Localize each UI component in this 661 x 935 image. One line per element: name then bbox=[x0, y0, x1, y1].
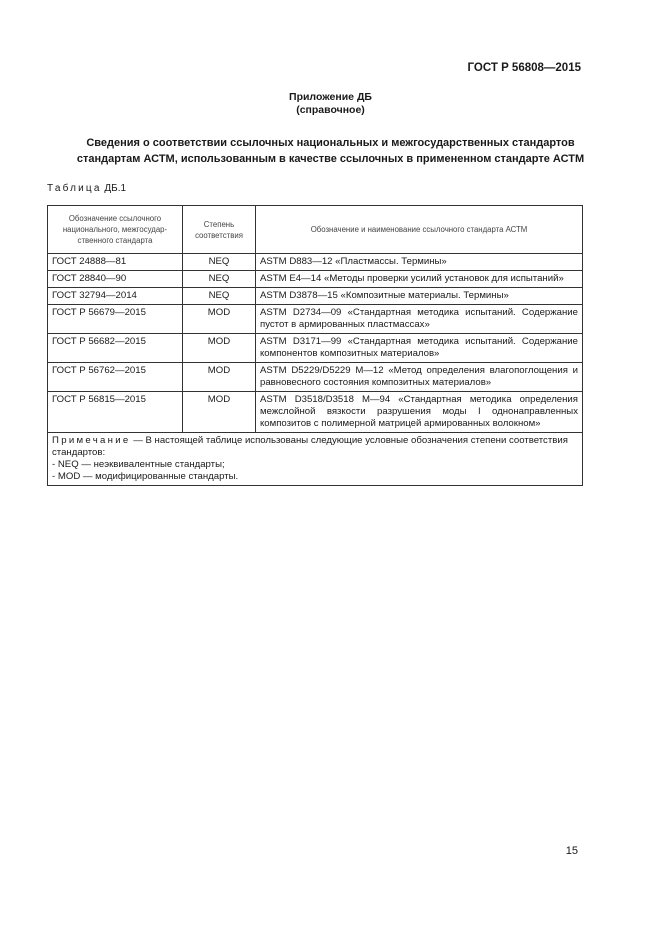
appendix-subtitle: (справочное) bbox=[296, 104, 365, 116]
page-number: 15 bbox=[565, 845, 578, 857]
note-item-neq: - NEQ — неэквивалентные стандарты; bbox=[52, 459, 225, 470]
cell-astm-description: ASTM D2734—09 «Стандартная методика испытаний. Содержание пустот в армированных пластмассах» bbox=[256, 305, 583, 334]
appendix-heading bbox=[0, 91, 661, 117]
cell-astm-description: ASTM D3878—15 «Композитные материалы. Термины» bbox=[256, 288, 583, 305]
table-row bbox=[48, 363, 583, 392]
cell-astm-description: ASTM E4—14 «Методы проверки усилий установок для испытаний» bbox=[256, 271, 583, 288]
table-note bbox=[48, 433, 583, 486]
appendix-title: Приложение ДБ bbox=[289, 91, 372, 103]
cell-degree: MOD bbox=[183, 392, 256, 433]
cell-standard-code: ГОСТ 24888—81 bbox=[48, 254, 183, 271]
table-caption-number: ДБ.1 bbox=[104, 183, 127, 194]
table-row bbox=[48, 288, 583, 305]
cell-astm-description: ASTM D3171—99 «Стандартная методика испытаний. Содержание компонентов композитных материалов» bbox=[256, 334, 583, 363]
cell-degree: MOD bbox=[183, 305, 256, 334]
header-national-standard: Обозначение ссылочного национального, межгосудар-ственного стандарта bbox=[48, 206, 183, 254]
cell-degree: MOD bbox=[183, 334, 256, 363]
table-row bbox=[48, 254, 583, 271]
note-item-mod: - MOD — модифицированные стандарты. bbox=[52, 471, 239, 482]
cell-degree: NEQ bbox=[183, 271, 256, 288]
table-note-row bbox=[48, 433, 583, 486]
cell-degree: MOD bbox=[183, 363, 256, 392]
cell-standard-code: ГОСТ Р 56679—2015 bbox=[48, 305, 183, 334]
cell-astm-description: ASTM D3518/D3518 M—94 «Стандартная методика определения межслойной вязкости разрушения моды I однонаправленных композитов с полимерной матрицей армированных волокном» bbox=[256, 392, 583, 433]
cell-standard-code: ГОСТ Р 56682—2015 bbox=[48, 334, 183, 363]
cell-standard-code: ГОСТ 32794—2014 bbox=[48, 288, 183, 305]
table-caption-word: Таблица bbox=[47, 183, 102, 194]
table-caption bbox=[47, 183, 126, 194]
table-header-row bbox=[48, 206, 583, 254]
note-paragraph bbox=[52, 435, 578, 459]
cell-standard-code: ГОСТ Р 56762—2015 bbox=[48, 363, 183, 392]
note-label: Примечание bbox=[52, 435, 131, 446]
cell-astm-description: ASTM D5229/D5229 M—12 «Метод определения влагопоглощения и равновесного состояния композитных материалов» bbox=[256, 363, 583, 392]
section-title bbox=[40, 135, 621, 167]
table-row bbox=[48, 392, 583, 433]
header-degree: Степень соответствия bbox=[183, 206, 256, 254]
section-title-line-2: стандартам АСТМ, использованным в качестве ссылочных в примененном стандарте АСТМ bbox=[76, 153, 585, 165]
header-astm-standard: Обозначение и наименование ссылочного стандарта АСТМ bbox=[256, 206, 583, 254]
section-title-line-1: Сведения о соответствии ссылочных национальных и межгосударственных стандартов bbox=[86, 137, 575, 149]
cell-standard-code: ГОСТ 28840—90 bbox=[48, 271, 183, 288]
cell-standard-code: ГОСТ Р 56815—2015 bbox=[48, 392, 183, 433]
cell-degree: NEQ bbox=[183, 288, 256, 305]
table-row bbox=[48, 271, 583, 288]
cell-astm-description: ASTM D883—12 «Пластмассы. Термины» bbox=[256, 254, 583, 271]
table-row bbox=[48, 334, 583, 363]
document-code: ГОСТ Р 56808—2015 bbox=[467, 62, 581, 74]
note-text: — В настоящей таблице использованы следующие условные обозначения степени соответствия стандартов: bbox=[52, 435, 568, 458]
cell-degree: NEQ bbox=[183, 254, 256, 271]
table-row bbox=[48, 305, 583, 334]
correspondence-table bbox=[47, 205, 583, 486]
